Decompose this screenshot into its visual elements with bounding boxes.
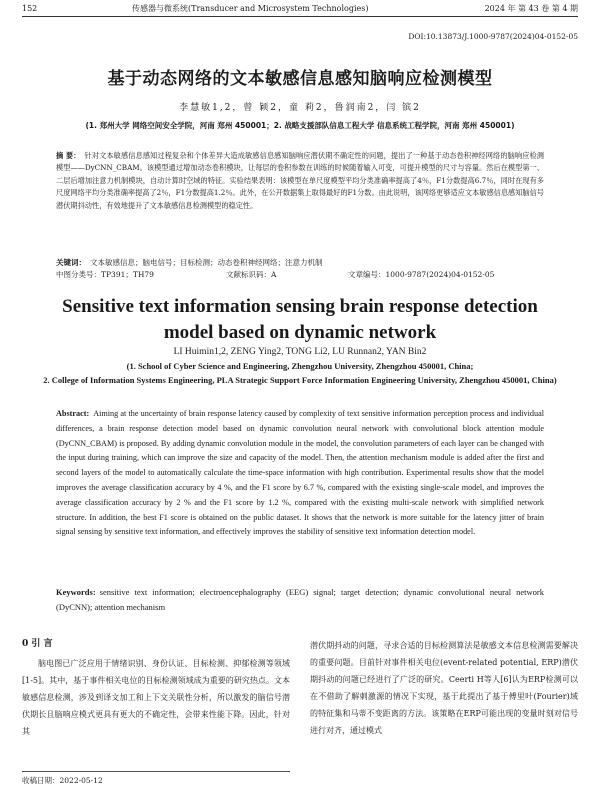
en-abstract <box>56 407 544 540</box>
running-head <box>22 3 578 15</box>
zh-affiliations: (1. 郑州大学 网络空间安全学院，河南 郑州 450001；2. 战略支援部队信息工程大学 信息系统工程学院，河南 郑州 450001) <box>85 121 515 130</box>
en-authors: LI Huimin1,2, ZENG Ying2, TONG Li2, LU Runnan2, YAN Bin2 <box>173 347 427 357</box>
en-title-line-2: model based on dynamic network <box>163 322 437 343</box>
page-number: 152 <box>22 4 38 13</box>
en-keywords-label: Keywords: <box>56 587 96 597</box>
body-column-left: 脑电图已广泛应用于情绪识别、身份认证、目标检测、抑郁检测等领域[1-5]。其中，基于事件相关电位的目标检测领域成为重要的研究热点。文本敏感信息检测，涉及到译文加工和上下文关联性分析，所以激发的脑信号潜伏期长且脑响应模式更具有更大的不确定性，会带来性能下降。因此，针对其 <box>22 659 290 736</box>
journal-name: 传感器与微系统(Transducer and Microsystem Technologies) <box>132 4 369 13</box>
en-affiliation-1: (1. School of Cyber Science and Engineering, Zhengzhou University, Zhengzhou 450001, China; <box>126 361 474 371</box>
zh-title: 基于动态网络的文本敏感信息感知脑响应检测模型 <box>107 69 493 89</box>
en-affiliations <box>30 360 570 387</box>
section-heading-intro: 0 引 言 <box>22 639 53 649</box>
zh-abstract-label: 摘 要： <box>56 151 81 160</box>
en-keywords-text: sensitive text information; electroencephalography (EEG) signal; target detection; dynamic convolutional neural network (DyCNN); attention mechanism <box>56 587 544 612</box>
zh-keywords-label: 关键词： <box>56 258 86 267</box>
en-abstract-label: Abstract: <box>56 409 90 418</box>
en-keywords <box>56 585 544 614</box>
en-affiliation-2: 2. College of Information Systems Engineering, PLA Strategic Support Force Information Engineering University, Zhengzhou 450001, China) <box>43 374 557 385</box>
zh-abstract-text: 针对文本敏感信息感知过程复杂和个体差异大造成敏感信息感知脑响应潜伏期不确定性的问题，提出了一种基于动态卷积神经网络的脑响应检测模型——DyCNN_CBAM。该模型通过增加动态卷积模块，让每层的卷积参数在训练的时候随着输入可变，可提升模型的尺寸与容量。然后在模型第一、二层后增加注意力机制模块，自动计算时空域的特征。实验结果表明：该模型在单尺度模型平均分类准确率提高了4％，F1分数提高6.7％，同时在现有多尺度网络平均分类准确率提高了2％，F1分数提高1.2％。此外，在公开数据集上取得最好的F1分数。由此说明，该网络更够适应文本敏感信息感知脑信号潜伏期抖动性，有效地提升了文本敏感信息检测模型的稳定性。 <box>56 151 544 210</box>
en-title <box>22 294 578 346</box>
en-title-line-1: Sensitive text information sensing brain response detection <box>62 296 538 317</box>
zh-meta <box>56 269 544 281</box>
en-abstract-text: Aiming at the uncertainty of brain response latency caused by complexity of text sensitive information perception process and individual differences, a brain response detection model based on dynamic convolution neural network with convolutional block attention module (DyCNN_CBAM) is proposed. By adding dynamic convolution module in the model, the convolution parameters of each layer can be changed with the input during training, which can improve the size and capacity of the model. Then, the attention mechanism module is added after the first and second layers of the model to automatically calculate the time-space information with high contribution. Experimental results show that the model improves the average classification accuracy by 4 %, and the F1 score by 6.7 %, compared with the existing single-scale model, and improves the average classification accuracy by 2 % and the F1 score by 1.2 %, compared with the existing multi-scale network with simplified network structure. In addition, the best F1 score is obtained on the public dataset. It shows that the network is more suitable for the latency jitter of brain signal sensing by sensitive text information, and effectively improves the stability of sensitive text information detection model. <box>56 409 544 537</box>
body-column-right: 潜伏期抖动的问题，寻求合适的目标检测算法是敏感文本信息检测需要解决的重要问题。目前针对事件相关电位(event-related potential, ERP)潜伏期抖动的问题已经进行了广泛的研究。Ceerti H等人[6]认为ERP检测可以在不借助了解刺激源的情况下实现，基于此提出了基于傅里叶(Fourier)域的特征集和马蒂不变距离的方法。该策略在ERP可能出现的变量时刻对信号进行对齐，通过模式 <box>310 641 578 735</box>
zh-keywords-text: 文本敏感信息；脑电信号；目标检测；动态卷积神经网络；注意力机制 <box>90 258 323 267</box>
zh-abstract <box>56 150 544 212</box>
footnote-rule <box>22 771 290 772</box>
received-date: 收稿日期：2022-05-12 <box>22 776 103 785</box>
header-rule <box>22 16 578 17</box>
doi: DOI:10.13873/J.1000-9787(2024)04-0152-05 <box>408 32 578 41</box>
zh-authors: 李慧敏1,2，曾 颖2，童 莉2，鲁润南2，闫 镔2 <box>179 103 421 113</box>
clc-number: 中图分类号：TP391；TH79 <box>56 270 154 279</box>
article-id: 文章编号：1000-9787(2024)04-0152-05 <box>348 270 495 279</box>
zh-keywords <box>56 257 544 269</box>
volume-issue: 2024 年 第 43 卷 第 4 期 <box>484 4 578 13</box>
doc-code: 文献标识码：A <box>226 270 277 279</box>
